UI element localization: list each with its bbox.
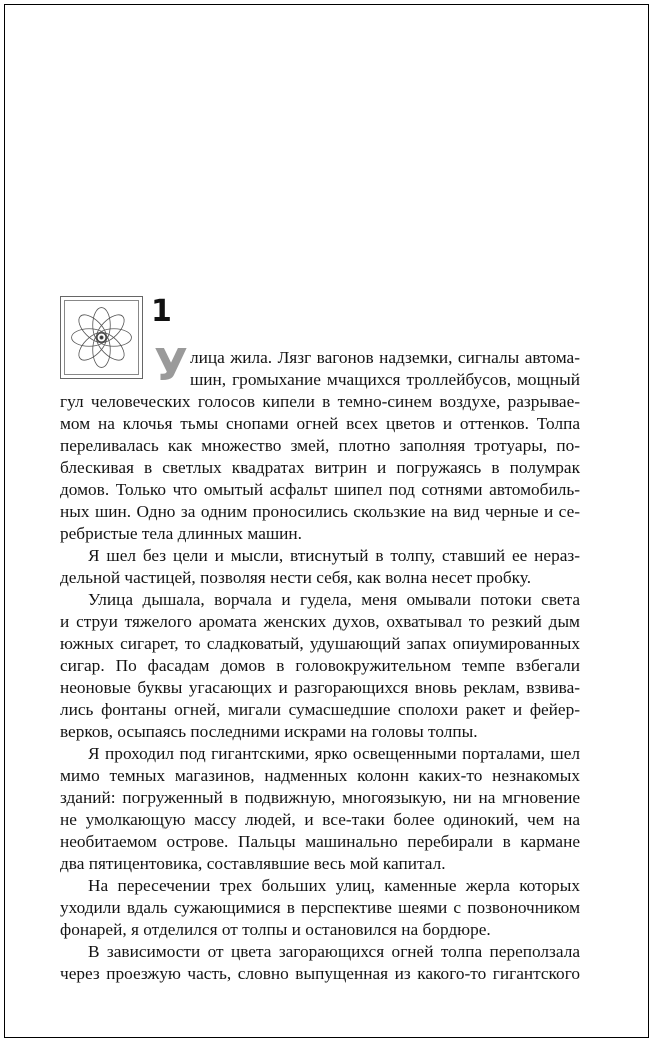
text-line: На пересечении трех больших улиц, каменные жерла которых xyxy=(88,876,580,895)
text-line: лица жила. Лязг вагонов надземки, сигналы автома- xyxy=(190,348,580,367)
text-line: В зависимости от цвета загорающихся огней толпа переползала xyxy=(88,942,580,961)
text-line: Улица дышала, ворчала и гудела, меня омывали потоки света xyxy=(88,590,580,609)
text-line: сигар. По фасадам домов в головокружительном темпе взбегали xyxy=(60,656,580,675)
text-line: мом на клочья тьмы снопами огней всех цветов и оттенков. Толпа xyxy=(60,414,580,433)
text-line: лись фонтаны огней, мигали сумасшедшие сполохи ракет и фейер- xyxy=(60,700,580,719)
text-line: зданий: погруженный в подвижную, многоязыкую, ни на мгновение xyxy=(60,788,580,807)
text-line: мимо темных магазинов, надменных колонн каких-то незнакомых xyxy=(60,766,580,785)
text-line: уходили вдаль сужающимися в перспективе шеями с позвоночником xyxy=(60,898,580,917)
chapter-number: 1 xyxy=(151,294,172,329)
text-line: необитаемом острове. Пальцы машинально перебирали в кармане xyxy=(60,832,580,851)
text-line: Я шел без цели и мысли, втиснутый в толпу, ставший ее нерaз- xyxy=(88,546,580,565)
chapter-ornament xyxy=(60,296,143,379)
text-line: фонарей, я отделился от толпы и остановился на бордюре. xyxy=(60,920,491,939)
text-line: Я проходил под гигантскими, ярко освещенными порталами, шел xyxy=(88,744,580,763)
text-line: ребристые тела длинных машин. xyxy=(60,524,302,543)
text-line: ных шин. Одно за одним проносились скользкие на вид черные и се- xyxy=(60,502,580,521)
text-line: блескивая в светлых квадратах витрин и погружаясь в полумрак xyxy=(60,458,580,477)
text-line: неоновые буквы угасающих и разгорающихся вновь реклам, взвива- xyxy=(60,678,580,697)
text-line: не умолкающую массу людей, и все-таки более одинокий, чем на xyxy=(60,810,580,829)
text-line: верков, осыпаясь последними искрами на головы толпы. xyxy=(60,722,478,741)
text-line: южных сигарет, то сладковатый, удушающий запах опиумированных xyxy=(60,634,580,653)
text-line: домов. Только что омытый асфальт шипел под сотнями автомобиль- xyxy=(60,480,580,499)
text-line: переливалась как множество змей, плотно заполняя тротуары, по- xyxy=(60,436,580,455)
text-line: гул человеческих голосов кипели в темно-синем воздухе, разрывае- xyxy=(60,392,580,411)
text-line: и струи тяжелого аромата женских духов, охватывал то резкий дым xyxy=(60,612,580,631)
text-line: два пятицентовика, составлявшие весь мой капитал. xyxy=(60,854,446,873)
drop-cap: У xyxy=(154,340,188,391)
rosette-ornament-icon xyxy=(65,301,138,374)
text-line: дельной частицей, позволяя нести себя, как волна несет пробку. xyxy=(60,568,532,587)
text-line: через проезжую часть, словно выпущенная из какого-то гигантского xyxy=(60,964,580,983)
text-line: шин, громыхание мчащихся троллейбусов, мощный xyxy=(190,370,580,389)
